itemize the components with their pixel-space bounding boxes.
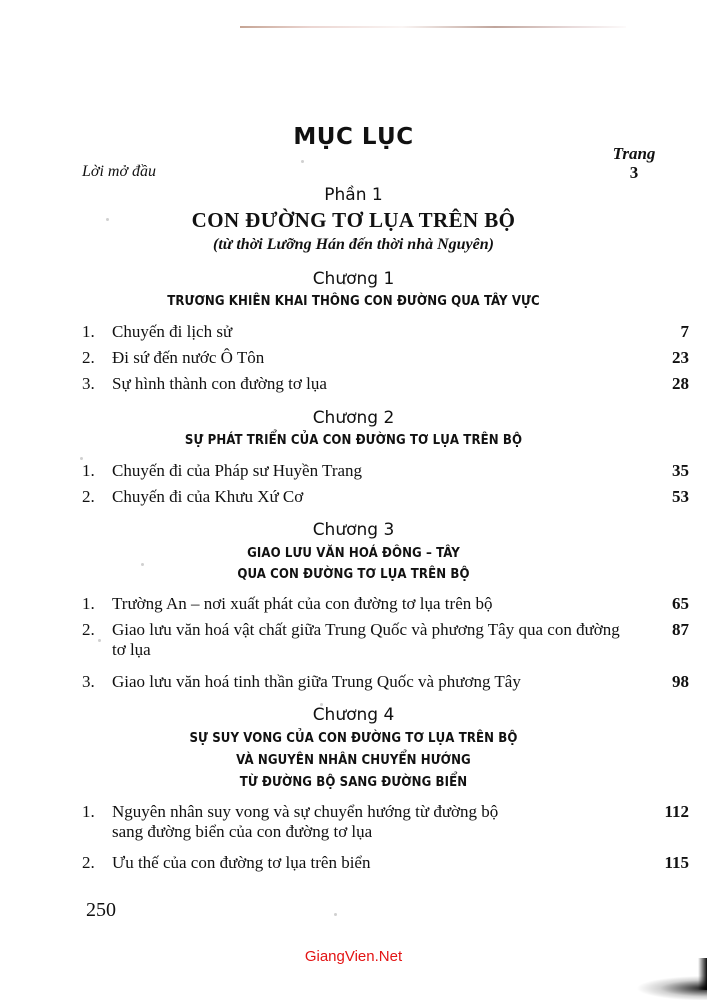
- entry-text: Chuyến đi của Pháp sư Huyền Trang: [112, 461, 363, 480]
- entry-number: 3.: [82, 374, 95, 393]
- part-label: Phần 1: [324, 185, 383, 205]
- scan-edge-bar: [698, 958, 707, 990]
- toc-entry[interactable]: [82, 594, 689, 614]
- entry-page: 28: [672, 374, 689, 393]
- scan-edge-artifact: [611, 958, 707, 1000]
- entry-number: 1.: [82, 594, 95, 613]
- scan-speck: [301, 160, 304, 163]
- scan-speck: [80, 457, 83, 460]
- chapter-label-1: Chương 1: [312, 269, 395, 289]
- chapter-label-4: Chương 4: [312, 705, 395, 725]
- entry-number: 2.: [82, 620, 95, 639]
- chapter-heading-4-line-1: SỰ SUY VONG CỦA CON ĐƯỜNG TƠ LỤA TRÊN BỘ: [189, 730, 518, 746]
- chapter-label-2: Chương 2: [312, 408, 395, 428]
- entry-page: 115: [664, 853, 689, 872]
- entry-number: 2.: [82, 853, 95, 872]
- toc-entry[interactable]: [82, 620, 689, 660]
- page-column-header: Trang: [612, 144, 656, 163]
- entry-page: 87: [672, 620, 689, 639]
- entry-page: 7: [680, 322, 689, 341]
- part-subtitle: (từ thời Lưỡng Hán đến thời nhà Nguyên): [213, 236, 494, 253]
- toc-entry[interactable]: [82, 487, 689, 507]
- entry-page: 65: [672, 594, 689, 613]
- page-title: MỤC LỤC: [293, 124, 414, 151]
- toc-entry[interactable]: [82, 322, 689, 342]
- entry-text: Trường An – nơi xuất phát của con đường tơ lụa trên bộ: [112, 594, 493, 613]
- entry-text: Đi sứ đến nước Ô Tôn: [112, 348, 265, 367]
- folio-number: 250: [86, 899, 116, 921]
- entry-number: 1.: [82, 802, 95, 821]
- preface-page-number: 3: [629, 163, 639, 182]
- chapter-heading-3-line-1: GIAO LƯU VĂN HOÁ ĐÔNG – TÂY: [247, 545, 460, 561]
- entry-text: Giao lưu văn hoá vật chất giữa Trung Quốc và phương Tây qua con đường tơ lụa: [112, 620, 620, 659]
- entry-number: 1.: [82, 322, 95, 341]
- chapter-label-3: Chương 3: [312, 520, 395, 540]
- entry-page: 23: [672, 348, 689, 367]
- toc-entry[interactable]: [82, 802, 689, 842]
- watermark: GiangVien.Net: [304, 948, 403, 965]
- entry-page: 112: [664, 802, 689, 821]
- entry-text: Giao lưu văn hoá tinh thần giữa Trung Quốc và phương Tây: [112, 672, 521, 691]
- entry-page: 98: [672, 672, 689, 691]
- chapter-heading-4-line-2: VÀ NGUYÊN NHÂN CHUYỂN HƯỚNG: [236, 752, 471, 768]
- chapter-heading-2-line-1: SỰ PHÁT TRIỂN CỦA CON ĐƯỜNG TƠ LỤA TRÊN BỘ: [184, 432, 523, 448]
- entry-number: 1.: [82, 461, 95, 480]
- entry-text: Ưu thế của con đường tơ lụa trên biển: [112, 853, 371, 872]
- toc-entry[interactable]: [82, 853, 689, 873]
- entry-page: 35: [672, 461, 689, 480]
- toc-entry[interactable]: [82, 374, 689, 394]
- chapter-heading-4-line-3: TỪ ĐƯỜNG BỘ SANG ĐƯỜNG BIỂN: [239, 774, 468, 790]
- toc-entry[interactable]: [82, 348, 689, 368]
- entry-text: Chuyến đi lịch sử: [112, 322, 233, 341]
- entry-page: 53: [672, 487, 689, 506]
- scan-speck: [334, 913, 337, 916]
- part-title: CON ĐƯỜNG TƠ LỤA TRÊN BỘ: [191, 208, 516, 232]
- entry-number: 2.: [82, 348, 95, 367]
- toc-entry[interactable]: [82, 672, 689, 692]
- chapter-heading-1-line-1: TRƯƠNG KHIÊN KHAI THÔNG CON ĐƯỜNG QUA TÂY VỰC: [167, 293, 540, 309]
- entry-number: 2.: [82, 487, 95, 506]
- entry-text: Sự hình thành con đường tơ lụa: [112, 374, 327, 393]
- entry-text: Chuyến đi của Khưu Xứ Cơ: [112, 487, 304, 506]
- chapter-heading-3-line-2: QUA CON ĐƯỜNG TƠ LỤA TRÊN BỘ: [237, 566, 470, 582]
- entry-number: 3.: [82, 672, 95, 691]
- toc-entry[interactable]: [82, 461, 689, 481]
- toc-entry-preface[interactable]: Lời mở đầu: [82, 163, 156, 180]
- entry-text: Nguyên nhân suy vong và sự chuyển hướng từ đường bộ sang đường biển của con đường tơ lụa: [112, 802, 499, 841]
- top-rule-artifact: [240, 26, 626, 28]
